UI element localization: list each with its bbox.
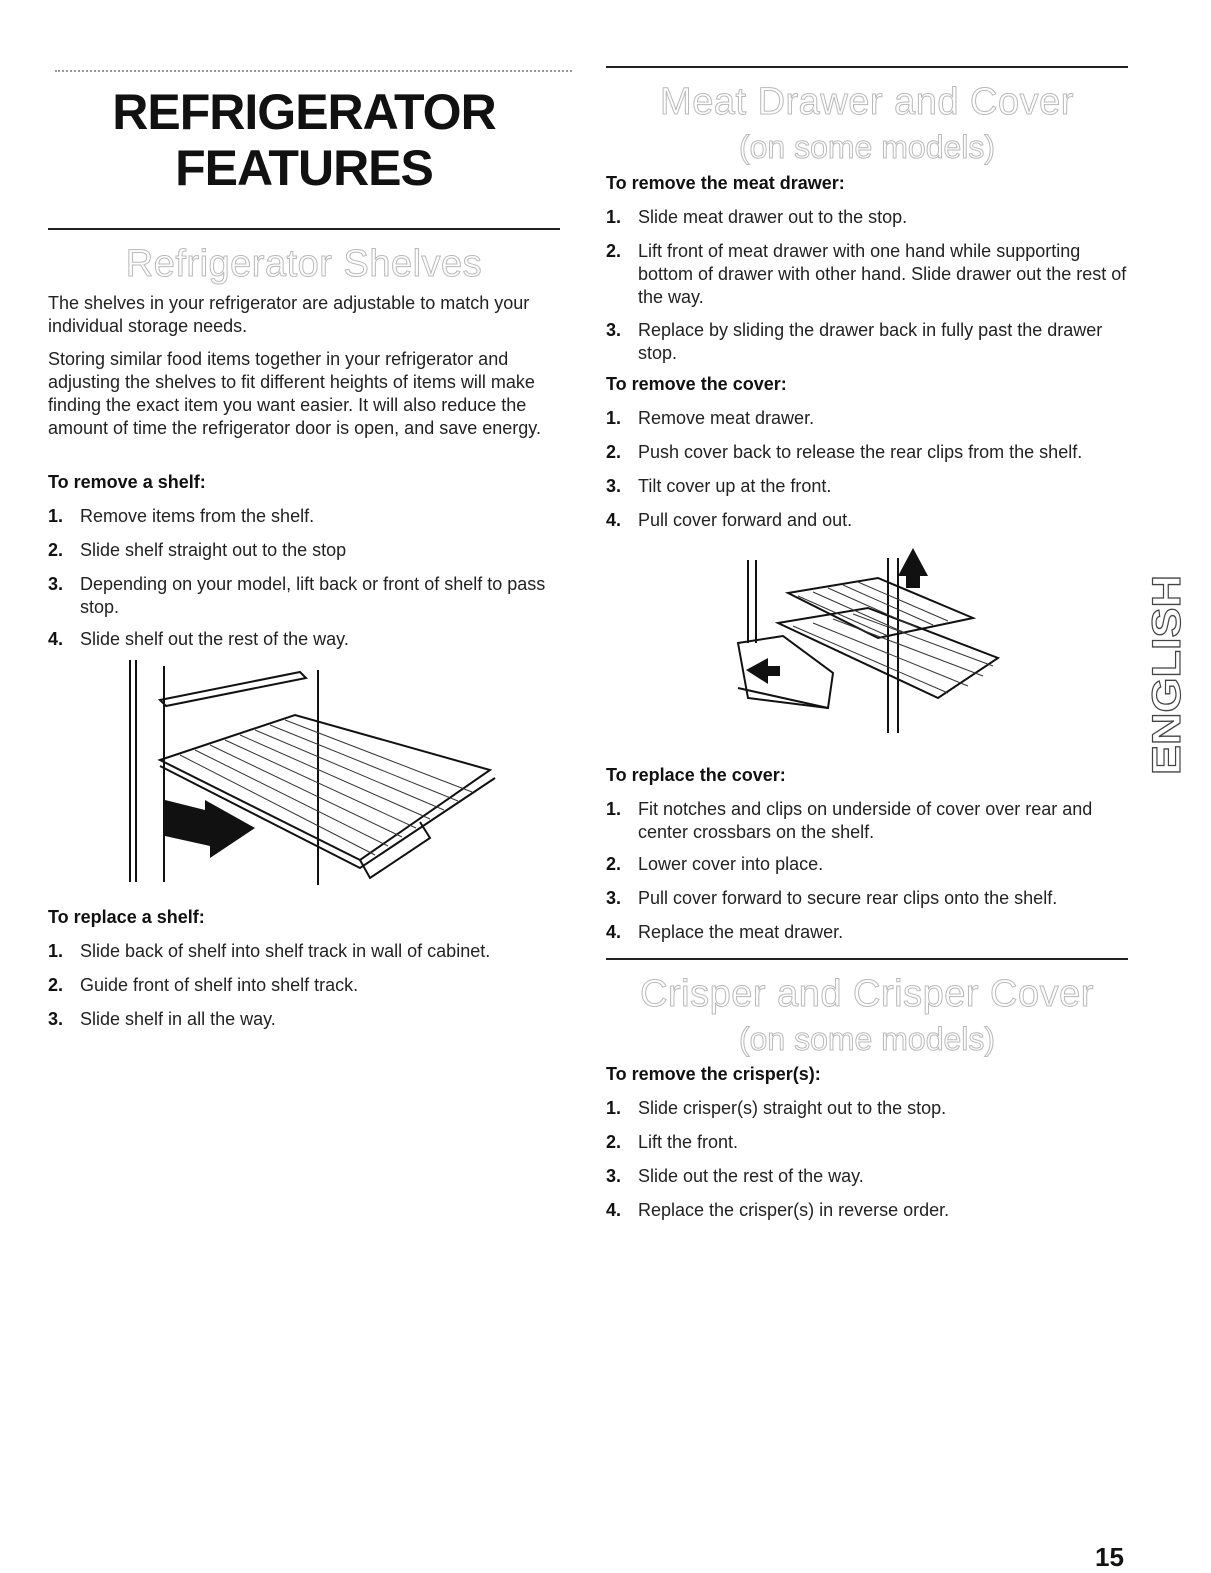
replace-cover-heading: To replace the cover: [606, 765, 786, 785]
step-number: 2. [606, 854, 622, 874]
list-item [48, 539, 560, 562]
left-arrow-icon [746, 658, 780, 684]
step-number: 3. [48, 574, 64, 594]
step-text: Remove items from the shelf. [80, 506, 315, 526]
step-text: Push cover back to release the rear clips from the shelf. [638, 442, 1083, 462]
arrow-icon [165, 800, 255, 858]
top-dotted-rule [55, 70, 572, 72]
list-item [606, 887, 1138, 910]
replace-shelf-heading: To replace a shelf: [48, 907, 205, 927]
list-item [606, 206, 1128, 229]
step-number: 1. [606, 408, 622, 428]
list-item [606, 1199, 1138, 1222]
step-text: Slide meat drawer out to the stop. [638, 207, 908, 227]
list-item [606, 853, 1138, 876]
step-text: Depending on your model, lift back or front of shelf to pass stop. [80, 574, 546, 617]
step-number: 3. [606, 1166, 622, 1186]
list-item [48, 628, 560, 651]
up-arrow-icon [898, 548, 928, 588]
step-number: 4. [606, 922, 622, 942]
language-side-tab [1145, 570, 1189, 785]
step-number: 1. [606, 207, 622, 227]
shelves-intro-1: The shelves in your refrigerator are adjustable to match your individual storage needs. [48, 293, 530, 336]
section-heading-meat-drawer: Meat Drawer and Cover [660, 81, 1074, 123]
step-number: 1. [606, 1098, 622, 1118]
section-subheading-crisper: (on some models) [738, 1021, 996, 1057]
step-text: Remove meat drawer. [638, 408, 815, 428]
step-number: 2. [606, 442, 622, 462]
section-heading-crisper: Crisper and Crisper Cover [640, 973, 1094, 1015]
section-rule [606, 958, 1128, 960]
list-item [606, 319, 1128, 365]
page-title [48, 84, 560, 196]
list-item [606, 475, 1158, 498]
list-item [606, 1097, 1138, 1120]
step-text: Lower cover into place. [638, 854, 824, 874]
list-item [48, 573, 560, 619]
meat-drawer-illustration [728, 548, 1003, 738]
step-number: 3. [606, 320, 622, 340]
step-number: 2. [606, 241, 622, 261]
page-title-line1: REFRIGERATOR [112, 84, 496, 140]
step-text: Slide shelf straight out to the stop [80, 540, 347, 560]
list-item [606, 441, 1158, 464]
section-subheading-meat-drawer: (on some models) [738, 129, 996, 165]
step-text: Replace by sliding the drawer back in fully past the drawer stop. [638, 320, 1103, 363]
step-text: Pull cover forward to secure rear clips onto the shelf. [638, 888, 1058, 908]
step-number: 4. [48, 629, 64, 649]
remove-meat-drawer-heading: To remove the meat drawer: [606, 173, 845, 193]
step-text: Replace the meat drawer. [638, 922, 844, 942]
list-item [606, 407, 1158, 430]
list-item [606, 1165, 1138, 1188]
section-rule [606, 66, 1128, 68]
list-item [606, 240, 1128, 309]
section-rule [48, 228, 560, 230]
step-text: Lift the front. [638, 1132, 739, 1152]
shelf-removal-illustration [120, 660, 510, 890]
step-number: 4. [606, 510, 622, 530]
step-number: 4. [606, 1200, 622, 1220]
step-text: Slide crisper(s) straight out to the stop. [638, 1098, 947, 1118]
list-item [48, 940, 580, 963]
section-heading-shelves: Refrigerator Shelves [125, 243, 483, 285]
step-number: 1. [606, 799, 622, 819]
step-number: 2. [48, 975, 64, 995]
remove-cover-heading: To remove the cover: [606, 374, 787, 394]
step-number: 2. [48, 540, 64, 560]
step-number: 1. [48, 941, 64, 961]
list-item [606, 1131, 1138, 1154]
step-text: Pull cover forward and out. [638, 510, 853, 530]
list-item [606, 509, 1158, 532]
step-number: 3. [606, 476, 622, 496]
step-number: 3. [606, 888, 622, 908]
remove-crisper-heading: To remove the crisper(s): [606, 1064, 821, 1084]
list-item [606, 921, 1138, 944]
step-number: 1. [48, 506, 64, 526]
step-text: Lift front of meat drawer with one hand while supporting bottom of drawer with other hand. Slide drawer out the rest of the way. [638, 241, 1127, 307]
page-number: 15 [1095, 1542, 1124, 1572]
step-text: Tilt cover up at the front. [638, 476, 832, 496]
step-number: 2. [606, 1132, 622, 1152]
step-number: 3. [48, 1009, 64, 1029]
step-text: Guide front of shelf into shelf track. [80, 975, 359, 995]
step-text: Slide back of shelf into shelf track in wall of cabinet. [80, 941, 491, 961]
list-item [48, 1008, 580, 1031]
step-text: Fit notches and clips on underside of cover over rear and center crossbars on the shelf. [638, 799, 1093, 842]
list-item [606, 798, 1138, 844]
step-text: Replace the crisper(s) in reverse order. [638, 1200, 950, 1220]
remove-shelf-heading: To remove a shelf: [48, 472, 206, 492]
list-item [48, 974, 580, 997]
step-text: Slide shelf out the rest of the way. [80, 629, 349, 649]
step-text: Slide out the rest of the way. [638, 1166, 864, 1186]
step-text: Slide shelf in all the way. [80, 1009, 276, 1029]
page-title-line2: FEATURES [175, 140, 433, 196]
list-item [48, 505, 560, 528]
side-tab-label: ENGLISH [1145, 597, 1189, 775]
shelves-intro-2: Storing similar food items together in your refrigerator and adjusting the shelves to fit different heights of items will make finding the exact item you want easier. It will also reduce the amount of time the refrigerator door is open, and save energy. [48, 349, 541, 438]
